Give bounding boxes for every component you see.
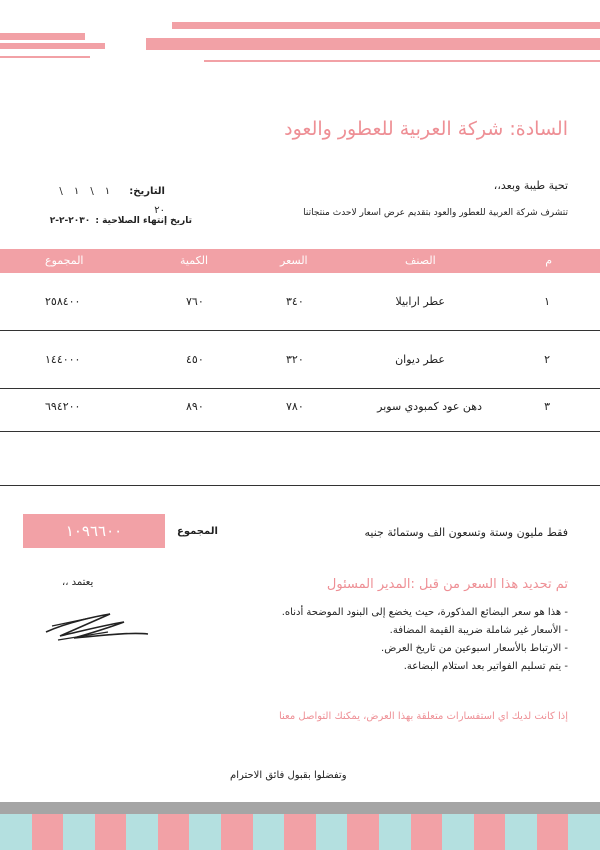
footer-stripe [568,814,600,850]
header-bar-left-thin [0,56,90,58]
date-day: ٢٠ [154,205,165,216]
amount-in-words: فقط مليون وستة وتسعون الف وستمائة جنيه [364,526,568,539]
header-bar-left-mid [0,43,105,49]
grand-total: ١٠٩٦٦٠٠ [23,514,165,548]
th-item: الصنف [405,254,436,267]
footer-stripe [379,814,411,850]
footer-stripe [474,814,506,850]
footer-stripe [221,814,253,850]
row-item: عطر ديوان [395,353,445,366]
th-total: المجموع [45,254,84,267]
footer-stripe [442,814,474,850]
table-row [0,273,600,331]
total-label: المجموع [177,526,218,537]
footer-stripe [316,814,348,850]
term-item: - الارتباط بالأسعار اسبوعين من تاريخ العرض. [282,640,568,658]
footer-stripe [284,814,316,850]
pricing-by: تم تحديد هذا السعر من قبل :المدير المسئول [326,577,568,592]
table-header [0,249,600,273]
footer-stripe [253,814,285,850]
term-item: - هذا هو سعر البضائع المذكورة، حيث يخضع إلى البنود الموضحة أدناه. [282,604,568,622]
row-num: ١ [544,295,550,308]
row-total: ٢٥٨٤٠٠ [45,295,81,308]
footer-stripe [63,814,95,850]
row-item: دهن عود كمبودي سوبر [377,400,482,413]
footer-stripe [189,814,221,850]
closing-note: وتفضلوا بقبول فائق الاحترام [230,770,347,781]
greeting: تحية طيبة وبعد،، [493,179,568,192]
row-price: ٣٢٠ [286,353,304,366]
footer-stripe [158,814,190,850]
validity-value: ٢٠٣٠-٢-٢ [49,216,91,226]
table-bottom-divider [0,485,600,486]
header-bar-right-thin [204,60,600,62]
validity-block [42,208,192,227]
table-row [0,389,600,432]
footer-bar [0,802,600,814]
date-sep-1: \ [90,186,94,197]
footer-stripe [505,814,537,850]
th-price: السعر [280,254,308,267]
recipient-title: السادة: شركة العربية للعطور والعود [284,118,568,140]
date-month: ١ [104,186,111,197]
footer-stripe [347,814,379,850]
row-qty: ٨٩٠ [186,400,204,413]
footer-stripe [95,814,127,850]
date-year: ١ [73,186,80,197]
signature-icon [38,602,152,646]
footer-stripe [32,814,64,850]
footer-stripe [411,814,443,850]
intro-text: تتشرف شركة العربية للعطور والعود بتقديم عرض اسعار لاحدث منتجاتنا [303,208,568,218]
approval-label: يعتمد ،، [62,577,94,588]
header-bar-left-top [0,33,85,40]
row-total: ١٤٤٠٠٠ [45,353,81,366]
header-bar-mid [146,38,600,50]
row-qty: ٧٦٠ [186,295,204,308]
date-sep-2: \ [59,186,63,197]
row-num: ٣ [544,400,550,413]
footer-stripes [0,814,600,850]
table-row [0,331,600,389]
footer-stripe [537,814,569,850]
header-bar-top-right [172,22,600,29]
row-item: عطر ارابيلا [395,295,445,308]
row-num: ٢ [544,353,550,366]
row-total: ٦٩٤٢٠٠ [45,400,81,413]
footer-stripe [126,814,158,850]
row-qty: ٤٥٠ [186,353,204,366]
inquiry-note: إذا كانت لديك اي استفسارات متعلقة بهذا العرض، يمكنك التواصل معنا [278,711,568,722]
row-price: ٣٤٠ [286,295,304,308]
date-label: التاريخ: [129,186,165,197]
footer-stripe [0,814,32,850]
th-num: م [545,254,552,267]
terms-list [282,604,568,676]
term-item: - الأسعار غير شاملة ضريبة القيمة المضافة. [282,622,568,640]
term-item: - يتم تسليم الفواتير بعد استلام البضاعة. [282,658,568,676]
row-price: ٧٨٠ [286,400,304,413]
validity-label: تاريخ إنتهاء الصلاحية : [95,216,192,226]
th-qty: الكمية [180,254,209,267]
